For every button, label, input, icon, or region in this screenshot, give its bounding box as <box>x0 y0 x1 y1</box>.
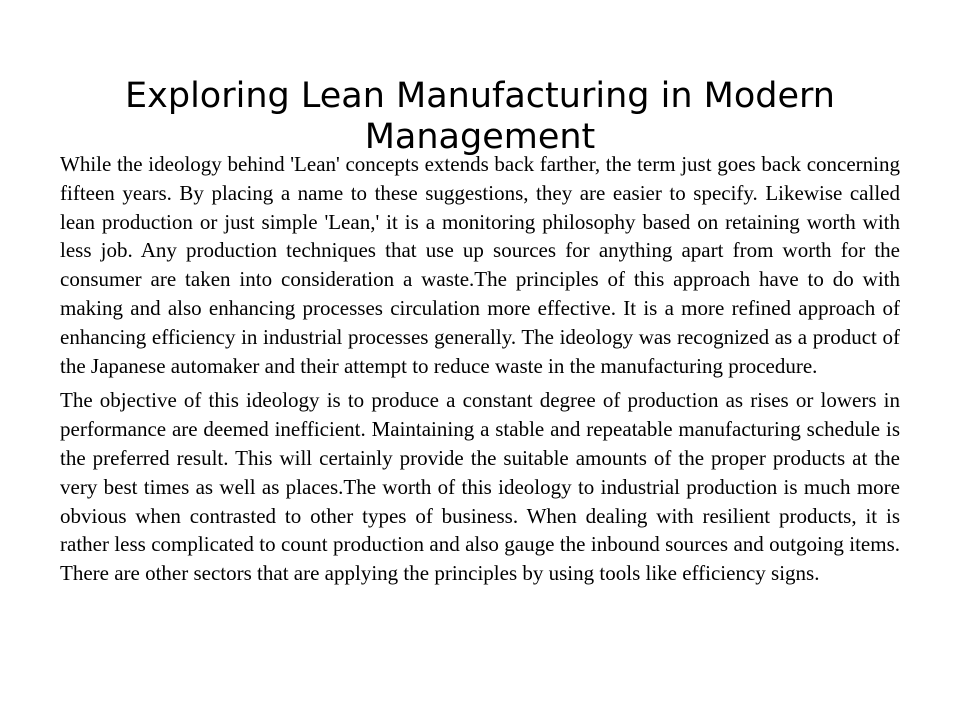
body-paragraph-2: The objective of this ideology is to produce a constant degree of production as rises or lowers in performance are deemed inefficient. Maintaining a stable and repeatable manufacturing schedule is the preferred result. This will certainly provide the suitable amounts of the proper products at the very best times as well as places.The worth of this ideology to industrial production is much more obvious when contrasted to other types of business. When dealing with resilient products, it is rather less complicated to count production and also gauge the inbound sources and outgoing items. There are other sectors that are applying the principles by using tools like efficiency signs. <box>60 388 900 586</box>
body-paragraph-1: While the ideology behind 'Lean' concepts extends back farther, the term just goes back concerning fifteen years. By placing a name to these suggestions, they are easier to specify. Likewise called lean production or just simple 'Lean,' it is a monitoring philosophy based on retaining worth with less job. Any production techniques that use up sources for anything apart from worth for the consumer are taken into consideration a waste.The principles of this approach have to do with making and also enhancing processes circulation more effective. It is a more refined approach of enhancing efficiency in industrial processes generally. The ideology was recognized as a product of the Japanese automaker and their attempt to reduce waste in the manufacturing procedure. <box>60 152 900 378</box>
slide-body <box>60 150 900 594</box>
slide-title: Exploring Lean Manufacturing in Modern Management <box>125 76 835 157</box>
